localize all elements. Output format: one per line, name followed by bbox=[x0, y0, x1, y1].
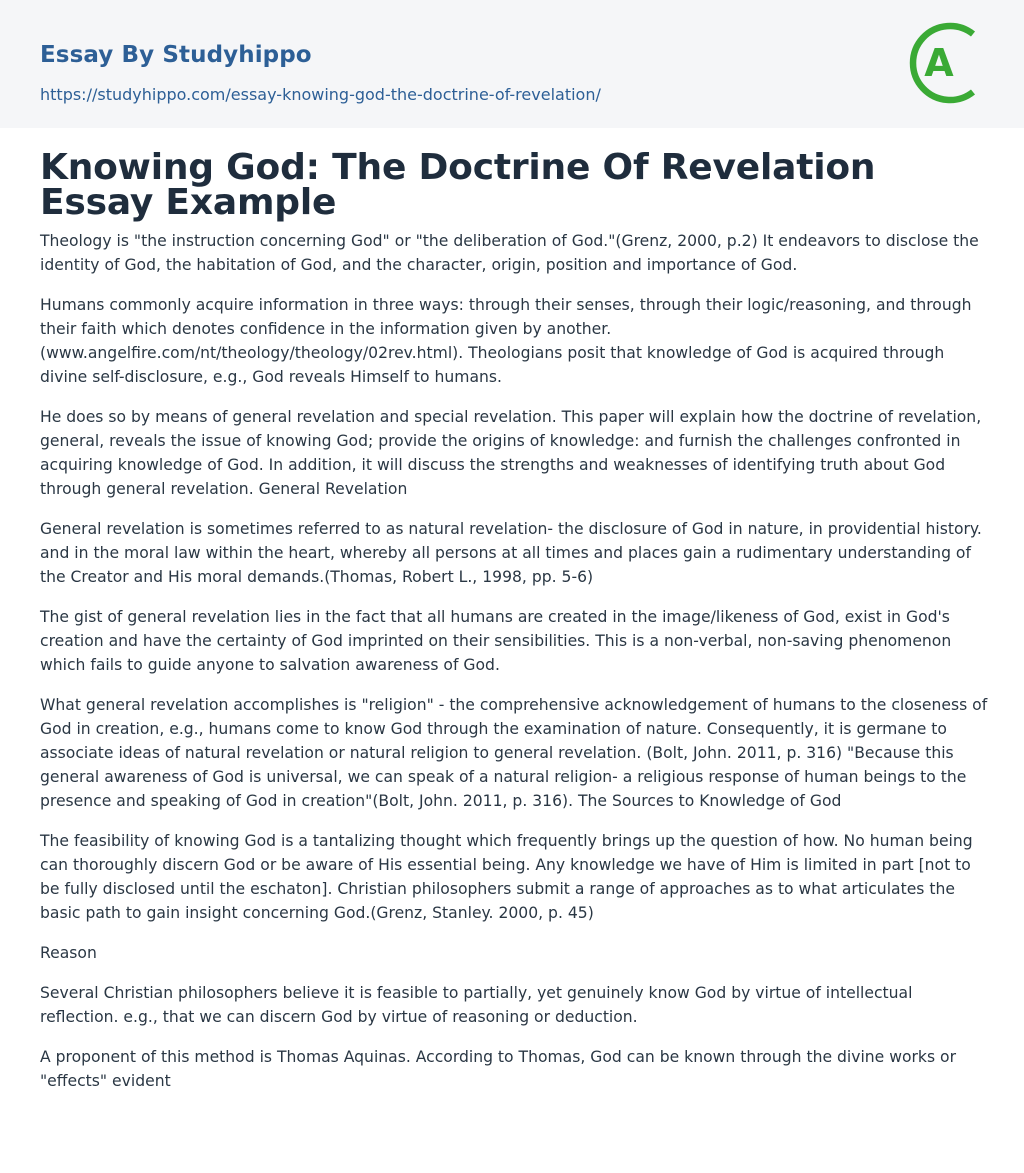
site-brand[interactable]: Essay By Studyhippo bbox=[40, 42, 312, 68]
logo-letter: A bbox=[924, 41, 954, 85]
essay-paragraph: Theology is "the instruction concerning God" or "the deliberation of God."(Grenz, 2000, p.2) It endeavors to disclose the identity of God, the habitation of God, and the character, origin, position and importance of God. bbox=[40, 232, 979, 274]
essay-body bbox=[40, 229, 990, 1109]
essay-paragraph: General revelation is sometimes referred to as natural revelation- the disclosure of God in nature, in providential history. and in the moral law within the heart, whereby all persons at all times and places gain a rudimentary understanding of the Creator and His moral demands.(Thomas, Robert L., 1998, pp. 5-6) bbox=[40, 520, 982, 586]
source-url-link[interactable]: https://studyhippo.com/essay-knowing-god-the-doctrine-of-revelation/ bbox=[40, 85, 601, 104]
essay-paragraph: A proponent of this method is Thomas Aquinas. According to Thomas, God can be known through the divine works or "effects" evident bbox=[40, 1048, 956, 1090]
essay-paragraph: He does so by means of general revelation and special revelation. This paper will explain how the doctrine of revelation, general, reveals the issue of knowing God; provide the origins of knowledge: and furnish the challenges confronted in acquiring knowledge of God. In addition, it will discuss the strengths and weaknesses of identifying truth about God through general revelation. General Revelation bbox=[40, 408, 982, 498]
essay-paragraph: What general revelation accomplishes is "religion" - the comprehensive acknowledgement of humans to the closeness of God in creation, e.g., humans come to know God through the examination of nature. Consequently, it is germane to associate ideas of natural revelation or natural religion to general revelation. (Bolt, John. 2011, p. 316) "Because this general awareness of God is universal, we can speak of a natural religion- a religious response of human beings to the presence and speaking of God in creation"(Bolt, John. 2011, p. 316). The Sources to Knowledge of God bbox=[40, 696, 988, 810]
site-header bbox=[0, 0, 1024, 128]
essay-paragraph: The feasibility of knowing God is a tantalizing thought which frequently brings up the question of how. No human being can thoroughly discern God or be aware of His essential being. Any knowledge we have of Him is limited in part [not to be fully disclosed until the eschaton]. Christian philosophers submit a range of approaches as to what articulates the basic path to gain insight concerning God.(Grenz, Stanley. 2000, p. 45) bbox=[40, 832, 973, 922]
essay-paragraph: The gist of general revelation lies in the fact that all humans are created in the image/likeness of God, exist in God's creation and have the certainty of God imprinted on their sensibilities. This is a non-verbal, non-saving phenomenon which fails to guide anyone to salvation awareness of God. bbox=[40, 608, 952, 674]
essay-paragraph: Several Christian philosophers believe it is feasible to partially, yet genuinely know God by virtue of intellectual reflection. e.g., that we can discern God by virtue of reasoning or deduction. bbox=[40, 984, 913, 1026]
studyhippo-logo-icon[interactable] bbox=[904, 20, 986, 106]
page-title: Knowing God: The Doctrine Of Revelation Essay Example bbox=[40, 147, 876, 223]
essay-paragraph: Humans commonly acquire information in three ways: through their senses, through their logic/reasoning, and through their faith which denotes confidence in the information given by another. (www.angelfire.com/nt/theology/theology/02rev.html). Theologians posit that knowledge of God is acquired through divine self-disclosure, e.g., God reveals Himself to humans. bbox=[40, 296, 972, 386]
section-heading-reason: Reason bbox=[40, 944, 97, 962]
